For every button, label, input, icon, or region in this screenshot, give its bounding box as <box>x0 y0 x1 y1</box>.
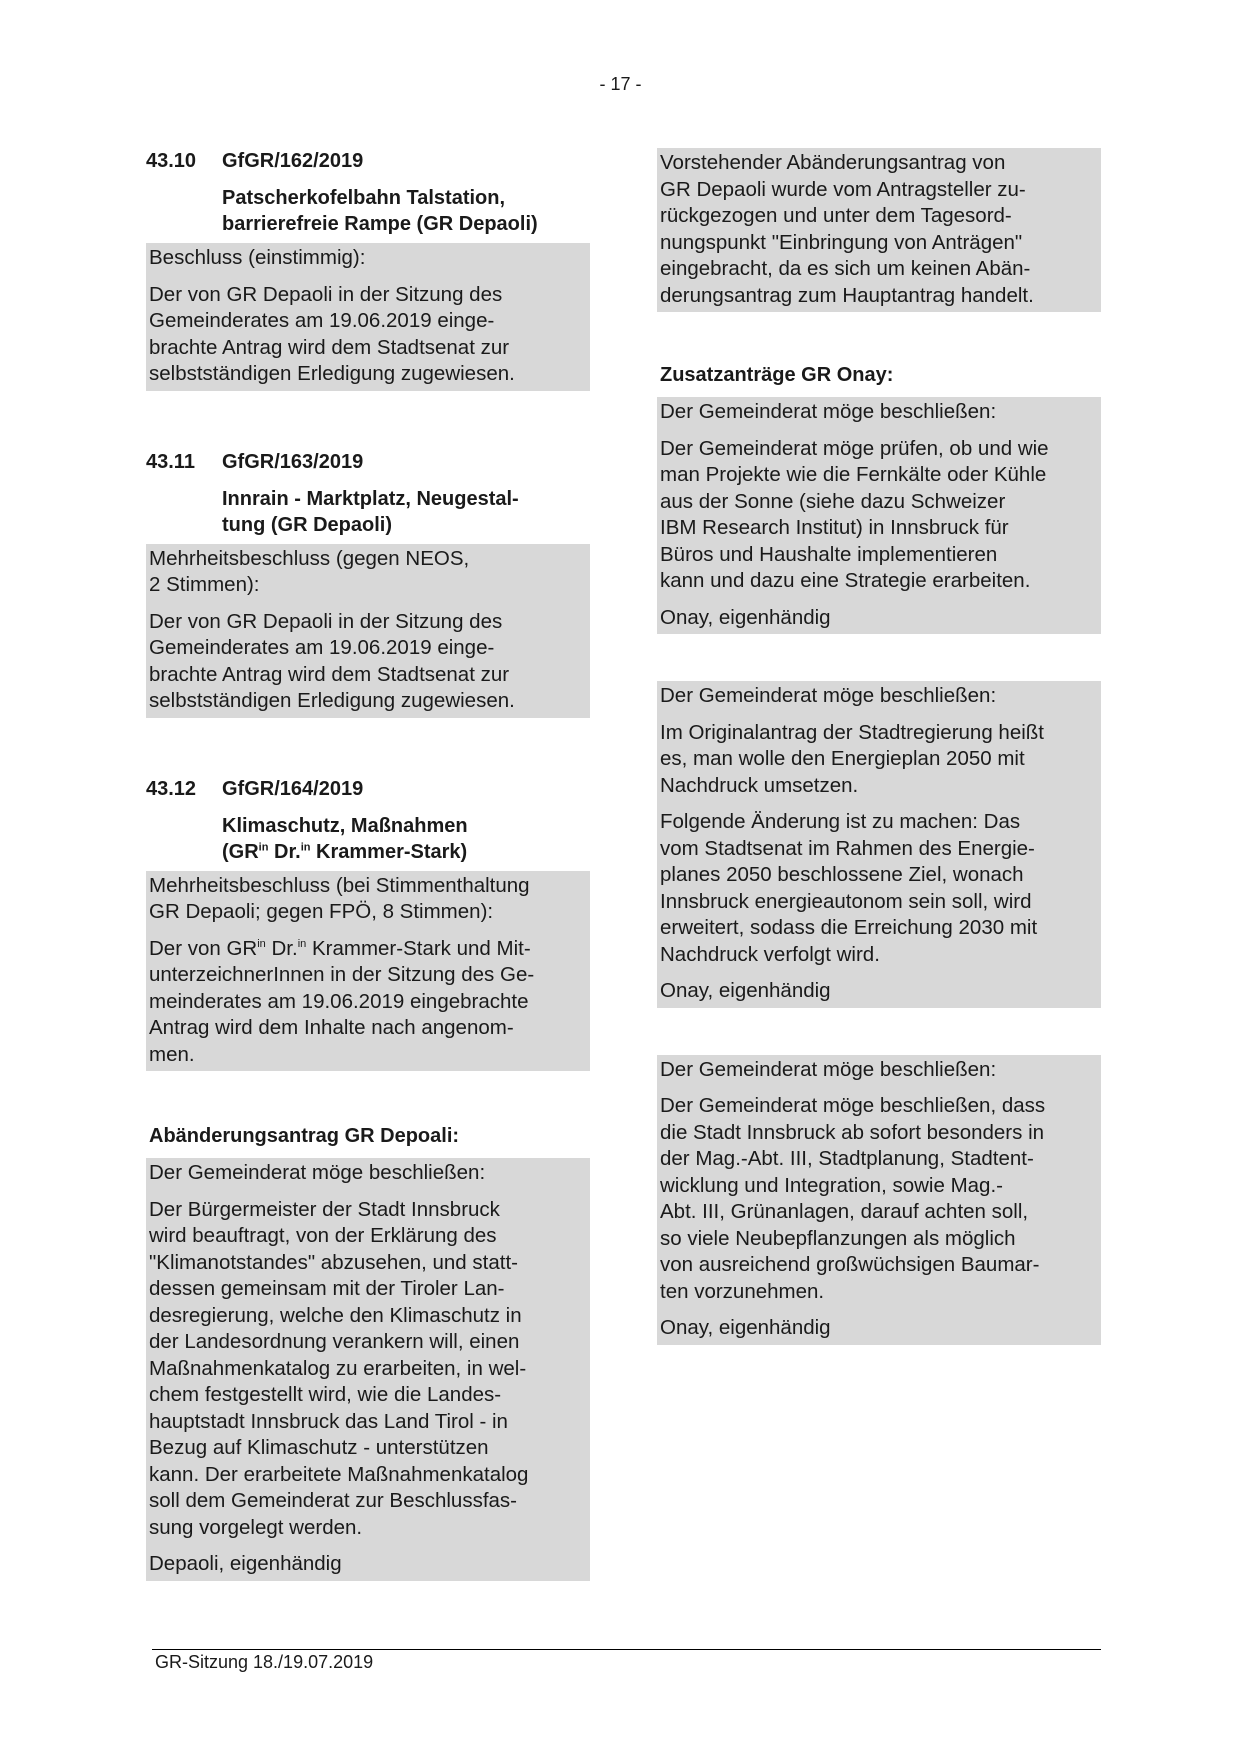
agenda-item-43-12 <box>146 776 590 1072</box>
decision-label: Mehrheitsbeschluss (bei Stimmenthaltung GR Depaoli; gegen FPÖ, 8 Stimmen): <box>149 873 530 923</box>
additional-motions-heading: Zusatzanträge GR Onay: <box>660 364 894 386</box>
item-title: Innrain - Marktplatz, Neugestal- tung (GR Depaoli) <box>222 487 519 536</box>
item-number: 43.10 <box>146 150 197 172</box>
motion-box-1 <box>657 397 1101 634</box>
decision-text: Der von GR Depaoli in der Sitzung des Gemeinderates am 19.06.2019 einge- brachte Antrag wird dem Stadtsenat zur selbstständigen Erledigung zugewiesen. <box>149 609 515 712</box>
withdrawn-note: Vorstehender Abänderungsantrag von GR Depaoli wurde vom Antragsteller zu- rückgezogen und unter dem Tagesord- nungspunkt "Einbringung von Anträgen" eingebracht, da es sich um keinen Abän- derungsantrag zum Hauptantrag handelt. <box>660 151 1034 307</box>
agenda-item-43-11 <box>146 449 590 718</box>
decision-box <box>146 243 590 391</box>
decision-text: Der von $GR^{in}$ Dr.$^{in}$ Krammer-Stark und Mit- unterzeichnerInnen in der Sitzung des Ge- meinderates am 19.06.2019 eingebrachte Antrag wird dem Inhalte nach angenom- men. <box>149 936 535 1066</box>
decision-text: Der von GR Depaoli in der Sitzung des Gemeinderates am 19.06.2019 einge- brachte Antrag wird dem Stadtsenat zur selbstständigen Erledigung zugewiesen. <box>149 282 515 385</box>
right-column <box>657 148 1101 1345</box>
item-code: GfGR/163/2019 <box>222 450 364 473</box>
amendment-box <box>146 1158 590 1581</box>
motion-intro: Der Gemeinderat möge beschließen: <box>660 684 997 707</box>
decision-box <box>146 544 590 718</box>
page-number: - 17 - <box>599 74 642 94</box>
decision-label: Beschluss (einstimmig): <box>149 246 366 269</box>
item-title: Patscherkofelbahn Talstation, barrierefreie Rampe (GR Depaoli) <box>222 187 538 235</box>
item-title: Klimaschutz, Maßnahmen ($GR^{in}$ Dr.$^{in}$ Krammer-Stark) <box>222 814 468 863</box>
item-code: GfGR/162/2019 <box>222 150 364 172</box>
motion-signature: Onay, eigenhändig <box>660 1316 831 1339</box>
motion-signature: Onay, eigenhändig <box>660 979 831 1002</box>
motion-intro: Der Gemeinderat möge beschließen: <box>660 400 997 423</box>
motion-text: Der Gemeinderat möge beschließen, dass die Stadt Innsbruck ab sofort besonders in der Mag.-Abt. III, Stadtplanung, Stadtent- wicklung und Integration, sowie Mag.- Abt. III, Grünanlagen, darauf achten soll, so viele Neubepflanzungen als möglich von ausreichend großwüchsigen Baumar- ten vorzunehmen. <box>660 1094 1046 1303</box>
motion-intro: Der Gemeinderat möge beschließen: <box>660 1057 997 1081</box>
amendment-intro: Der Gemeinderat möge beschließen: <box>149 1161 486 1184</box>
amendment-body: Der Bürgermeister der Stadt Innsbruck wird beauftragt, von der Erklärung des "Klimanotstandes" abzusehen, und statt- dessen gemeinsam mit der Tiroler Lan- desregierung, welche den Klimaschutz in der Landesordnung verankern will, einen Maßnahmenkatalog zu erarbeiten, in wel- chem festgestellt wird, wie die Landes- hauptstadt Innsbruck das Land Tirol - in Bezug auf Klimaschutz - unterstützen kann. Der erarbeitete Maßnahmenkatalog soll dem Gemeinderat zur Beschlussfas- sung vorgelegt werden. <box>149 1197 529 1539</box>
withdrawn-note-box <box>657 148 1101 312</box>
amendment-heading: Abänderungsantrag GR Depoali: <box>149 1125 460 1147</box>
item-code: GfGR/164/2019 <box>222 777 364 800</box>
motion-signature: Onay, eigenhändig <box>660 605 831 629</box>
decision-label: Mehrheitsbeschluss (gegen NEOS, 2 Stimmen): <box>149 546 470 596</box>
motion-box-3 <box>657 1055 1101 1345</box>
agenda-item-43-10 <box>146 148 590 391</box>
footer-divider <box>152 1649 1101 1650</box>
left-column <box>146 148 590 1581</box>
item-number: 43.11 <box>146 450 195 473</box>
amendment-signature: Depaoli, eigenhändig <box>149 1552 342 1575</box>
motion-text: Der Gemeinderat möge prüfen, ob und wie man Projekte wie die Fernkälte oder Kühle aus der Sonne (siehe dazu Schweizer IBM Research Institut) in Innsbruck für Büros und Haushalte implementieren kann und dazu eine Strategie erarbeiten. <box>660 436 1049 592</box>
motion-box-2 <box>657 681 1101 1008</box>
motion-text: Folgende Änderung ist zu machen: Das vom Stadtsenat im Rahmen des Energie- planes 2050 beschlossene Ziel, wonach Innsbruck energieautonom sein soll, wird erweitert, sodass die Erreichung 2030 mit Nachdruck verfolgt wird. <box>660 810 1038 966</box>
footer-text: GR-Sitzung 18./19.07.2019 <box>155 1652 374 1672</box>
motion-text: Im Originalantrag der Stadtregierung heißt es, man wolle den Energieplan 2050 mit Nachdruck umsetzen. <box>660 720 1045 797</box>
decision-box <box>146 871 590 1072</box>
amendment-section <box>146 1123 590 1581</box>
item-number: 43.12 <box>146 777 197 800</box>
